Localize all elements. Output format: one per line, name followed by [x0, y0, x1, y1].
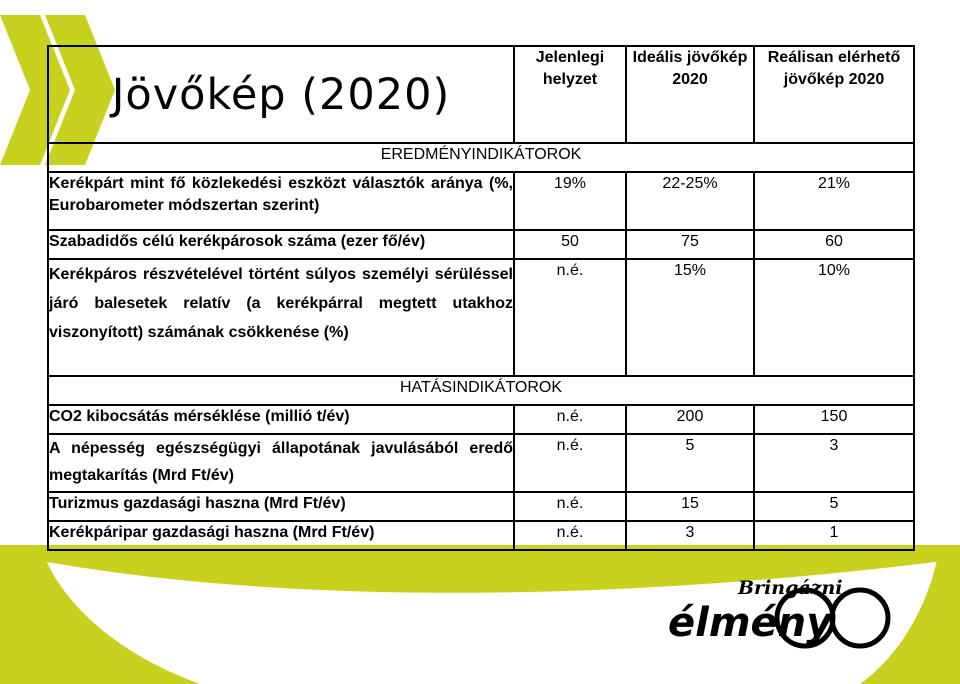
- cell-ideal: 3: [626, 521, 754, 550]
- header-realistic: Reálisan elérhető jövőkép 2020: [754, 46, 914, 143]
- section-results: EREDMÉNYINDIKÁTOROK: [48, 143, 914, 172]
- cell-realistic: 1: [754, 521, 914, 550]
- cell-current: n.é.: [514, 521, 626, 550]
- cell-ideal: 5: [626, 434, 754, 492]
- cell-current: n.é.: [514, 405, 626, 434]
- indicator-table: [47, 45, 915, 551]
- cell-ideal: 200: [626, 405, 754, 434]
- row-label: Turizmus gazdasági haszna (Mrd Ft/év): [48, 492, 514, 521]
- cell-current: n.é.: [514, 434, 626, 492]
- cell-realistic: 60: [754, 230, 914, 259]
- table-row: [48, 230, 914, 259]
- row-label: Kerékpáros részvételével történt súlyos személyi sérüléssel járó balesetek relatív (a kerékpárral megtett utakhoz viszonyított) számának csökkenése (%): [48, 259, 514, 376]
- table-row: [48, 521, 914, 550]
- section-impacts: HATÁSINDIKÁTOROK: [48, 376, 914, 405]
- header-current: Jelenlegi helyzet: [514, 46, 626, 143]
- table-row: [48, 405, 914, 434]
- page-title-cell: [48, 46, 514, 143]
- cell-realistic: 10%: [754, 259, 914, 376]
- table-row: [48, 259, 914, 376]
- cell-ideal: 15%: [626, 259, 754, 376]
- header-ideal: Ideális jövőkép 2020: [626, 46, 754, 143]
- table-row: [48, 434, 914, 492]
- cell-ideal: 15: [626, 492, 754, 521]
- logo-line2: élmény: [668, 600, 833, 646]
- cell-realistic: 3: [754, 434, 914, 492]
- page-title: Jövőkép (2020): [111, 69, 451, 120]
- row-label: Szabadidős célú kerékpárosok száma (ezer fő/év): [48, 230, 514, 259]
- row-label: CO2 kibocsátás mérséklése (millió t/év): [48, 405, 514, 434]
- cell-ideal: 22-25%: [626, 172, 754, 230]
- cell-current: n.é.: [514, 492, 626, 521]
- cell-ideal: 75: [626, 230, 754, 259]
- cell-realistic: 5: [754, 492, 914, 521]
- cell-current: 50: [514, 230, 626, 259]
- cell-realistic: 150: [754, 405, 914, 434]
- cell-current: 19%: [514, 172, 626, 230]
- cell-current: n.é.: [514, 259, 626, 376]
- bringazni-elmeny-logo: [660, 568, 900, 658]
- table-row: [48, 492, 914, 521]
- table-row: [48, 172, 914, 230]
- row-label: Kerékpárt mint fő közlekedési eszközt választók aránya (%, Eurobarometer módszertan szerint): [48, 172, 514, 230]
- row-label: Kerékpáripar gazdasági haszna (Mrd Ft/év): [48, 521, 514, 550]
- row-label: A népesség egészségügyi állapotának javulásából eredő megtakarítás (Mrd Ft/év): [48, 434, 514, 492]
- logo-line1: Bringázni: [738, 577, 843, 599]
- cell-realistic: 21%: [754, 172, 914, 230]
